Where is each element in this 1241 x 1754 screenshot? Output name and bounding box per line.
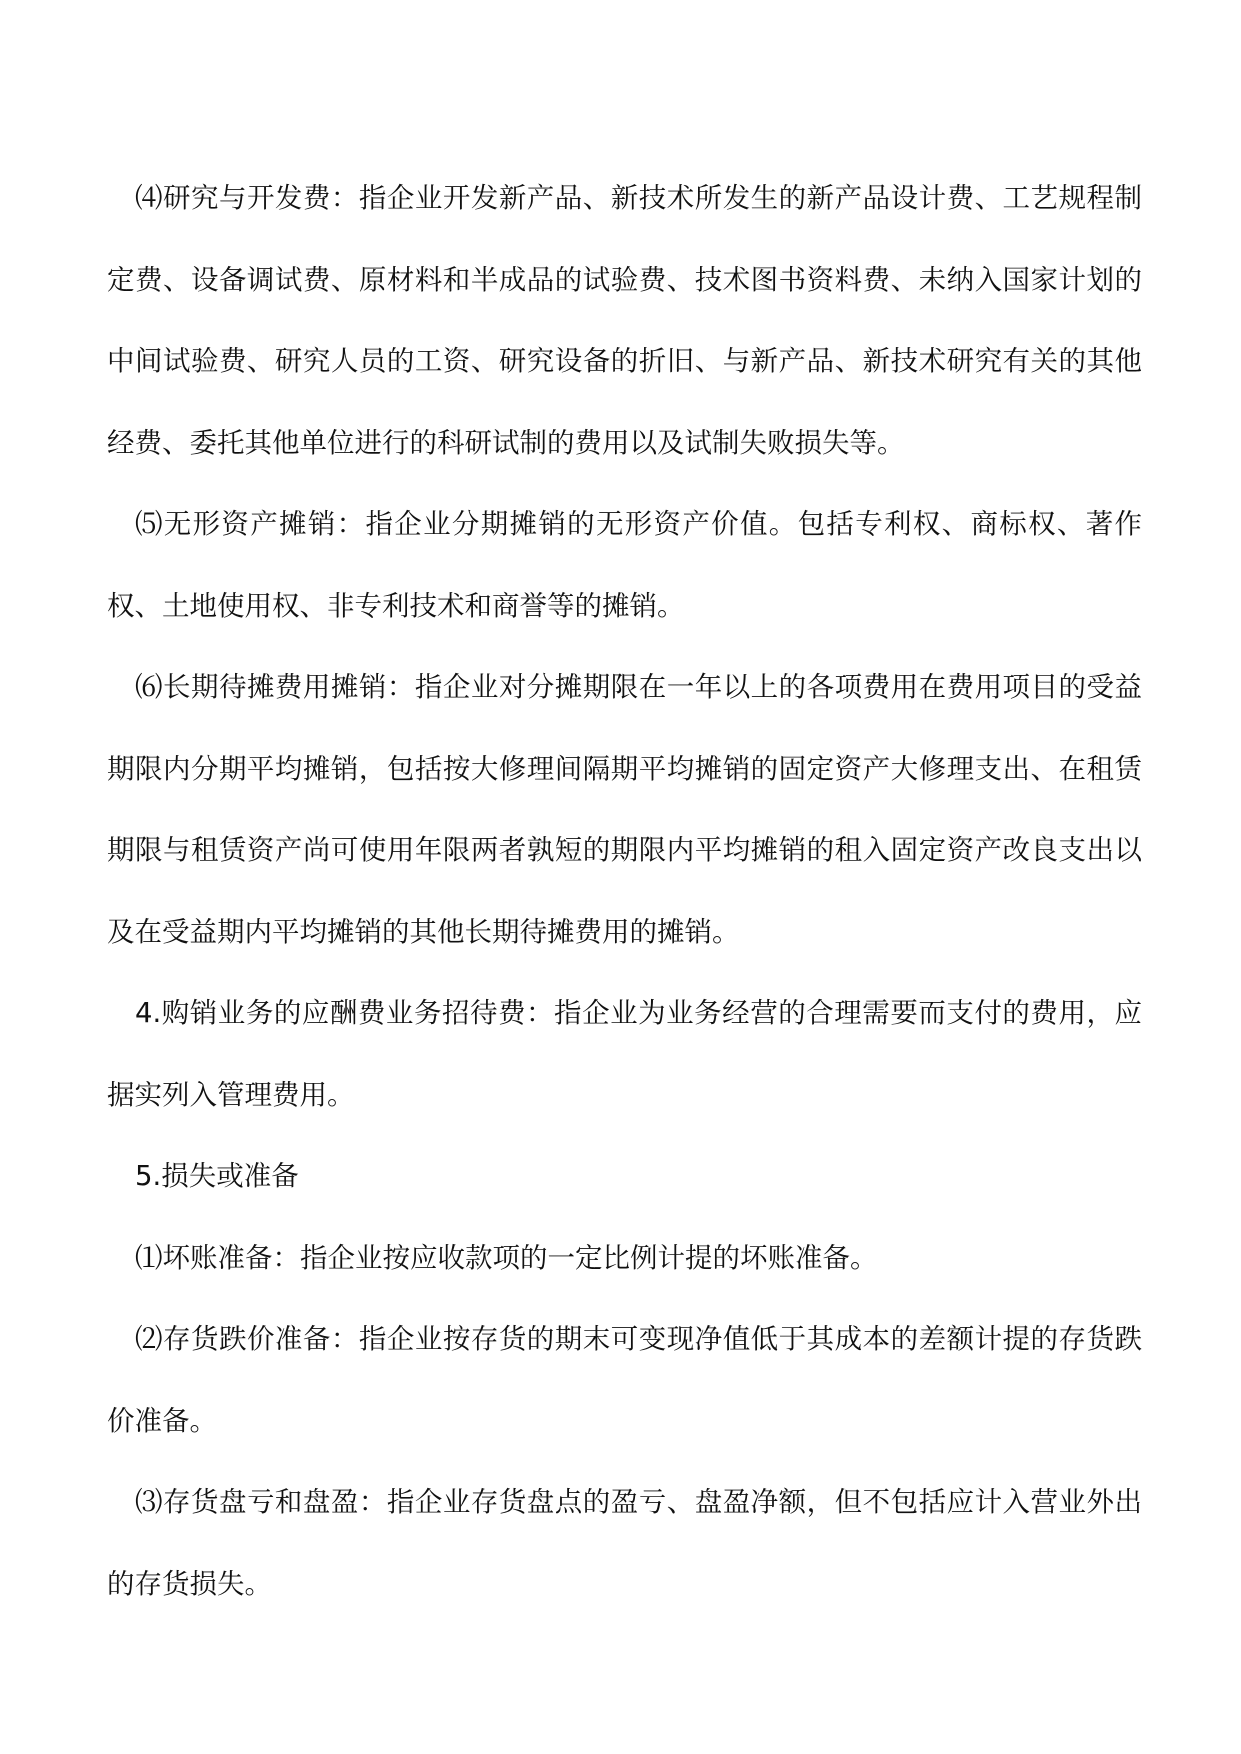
paragraph-inventory-shortage-surplus: ⑶存货盘亏和盘盈：指企业存货盘点的盈亏、盘盈净额，但不包括应计入营业外出的存货损失。 xyxy=(107,1486,1142,1600)
paragraph-bad-debt-provision: ⑴坏账准备：指企业按应收款项的一定比例计提的坏账准备。 xyxy=(135,1241,878,1274)
paragraph-long-term-deferred-expense: ⑹长期待摊费用摊销：指企业对分摊期限在一年以上的各项费用在费用项目的受益期限内分期平均摊销，包括按大修理间隔期平均摊销的固定资产大修理支出、在租赁期限与租赁资产尚可使用年限两者孰短的期限内平均摊销的租入固定资产改良支出以及在受益期内平均摊销的其他长期待摊费用的摊销。 xyxy=(107,671,1142,948)
document-body xyxy=(107,158,1142,1625)
paragraph-intangible-asset-amortization: ⑸无形资产摊销：指企业分期摊销的无形资产价值。包括专利权、商标权、著作权、土地使用权、非专利技术和商誉等的摊销。 xyxy=(107,508,1142,622)
paragraph-losses-or-provisions-heading: 5.损失或准备 xyxy=(135,1160,299,1192)
paragraph-entertainment-expense: 4.购销业务的应酬费业务招待费：指企业为业务经营的合理需要而支付的费用，应据实列入管理费用。 xyxy=(107,997,1142,1111)
paragraph-research-development-fee: ⑷研究与开发费：指企业开发新产品、新技术所发生的新产品设计费、工艺规程制定费、设备调试费、原材料和半成品的试验费、技术图书资料费、未纳入国家计划的中间试验费、研究人员的工资、研究设备的折旧、与新产品、新技术研究有关的其他经费、委托其他单位进行的科研试制的费用以及试制失败损失等。 xyxy=(107,182,1142,459)
paragraph-inventory-impairment-provision: ⑵存货跌价准备：指企业按存货的期末可变现净值低于其成本的差额计提的存货跌价准备。 xyxy=(107,1323,1142,1437)
